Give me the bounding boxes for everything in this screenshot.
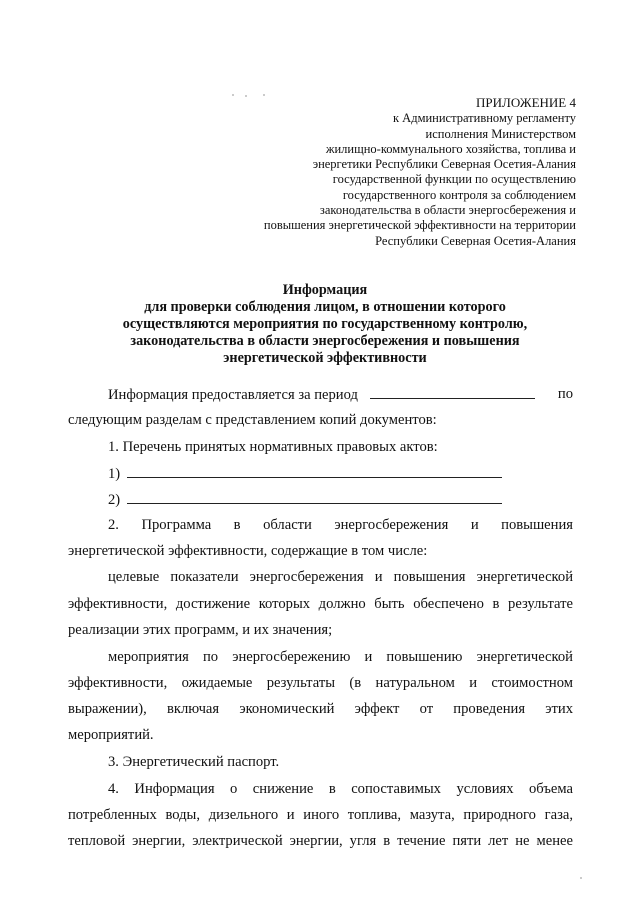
item-1: 1. Перечень принятых нормативных правовых актов: — [108, 439, 438, 455]
appendix-line: законодательства в области энергосбережения и — [319, 203, 576, 218]
appendix-line: повышения энергетической эффективности на территории — [263, 218, 576, 233]
scan-speck — [580, 877, 582, 879]
item-2-line: 2. Программа в области энергосбережения и повышения — [108, 517, 573, 533]
appendix-line: исполнения Министерством — [425, 126, 576, 141]
targets-line: реализации этих программ, и их значения; — [68, 622, 333, 638]
item-4-line: тепловой энергии, электрической энергии, угля в течение пяти лет не менее — [68, 833, 573, 849]
sub-2-number: 2) — [108, 492, 121, 508]
period-line — [68, 386, 573, 404]
targets-line: целевые показатели энергосбережения и повышения энергетической — [108, 569, 573, 585]
appendix-line: к Административному регламенту — [392, 111, 576, 126]
measures-line: эффективности, ожидаемые результаты (в натуральном и стоимостном — [68, 675, 573, 691]
period-cont: следующим разделам с представлением копий документов: — [68, 412, 437, 428]
appendix-header — [176, 95, 576, 249]
title-line: энергетической эффективности — [223, 350, 427, 366]
sub-1-blank[interactable] — [127, 465, 502, 478]
appendix-line: государственной функции по осуществлению — [332, 172, 576, 187]
appendix-line: государственного контроля за соблюдением — [342, 187, 576, 202]
measures-line: выражении), включая экономический эффект от проведения этих — [68, 701, 573, 717]
title-line: законодательства в области энергосбережения и повышения — [130, 333, 520, 349]
measures-line: мероприятий. — [68, 727, 154, 743]
targets-line: эффективности, достижение которых должно быть обеспечено в результате — [68, 596, 573, 612]
sub-2-blank[interactable] — [127, 491, 502, 504]
appendix-line: Республики Северная Осетия-Алания — [375, 233, 576, 248]
item-1-sub-2 — [68, 491, 613, 509]
period-prefix: Информация предоставляется за период — [108, 387, 358, 403]
document-title — [60, 282, 590, 367]
sub-1-number: 1) — [108, 466, 121, 482]
title-line: осуществляются мероприятия по государственному контролю, — [122, 316, 528, 332]
appendix-line: энергетики Республики Северная Осетия-Алания — [312, 157, 576, 172]
period-blank[interactable] — [370, 386, 535, 399]
title-line: Информация — [282, 282, 368, 298]
title-line: для проверки соблюдения лицом, в отношении которого — [144, 299, 506, 315]
appendix-line: жилищно-коммунального хозяйства, топлива и — [325, 141, 576, 156]
measures-line: мероприятия по энергосбережению и повышению энергетической — [108, 649, 573, 665]
appendix-heading: ПРИЛОЖЕНИЕ 4 — [476, 95, 576, 110]
item-4-line: потребленных воды, дизельного и иного топлива, мазута, природного газа, — [68, 807, 573, 823]
period-suffix: по — [557, 386, 573, 402]
item-1-sub-1 — [68, 465, 613, 483]
item-3: 3. Энергетический паспорт. — [108, 754, 280, 770]
item-4-line: 4. Информация о снижение в сопоставимых условиях объема — [108, 781, 573, 797]
item-2-line: энергетической эффективности, содержащие в том числе: — [68, 543, 428, 559]
